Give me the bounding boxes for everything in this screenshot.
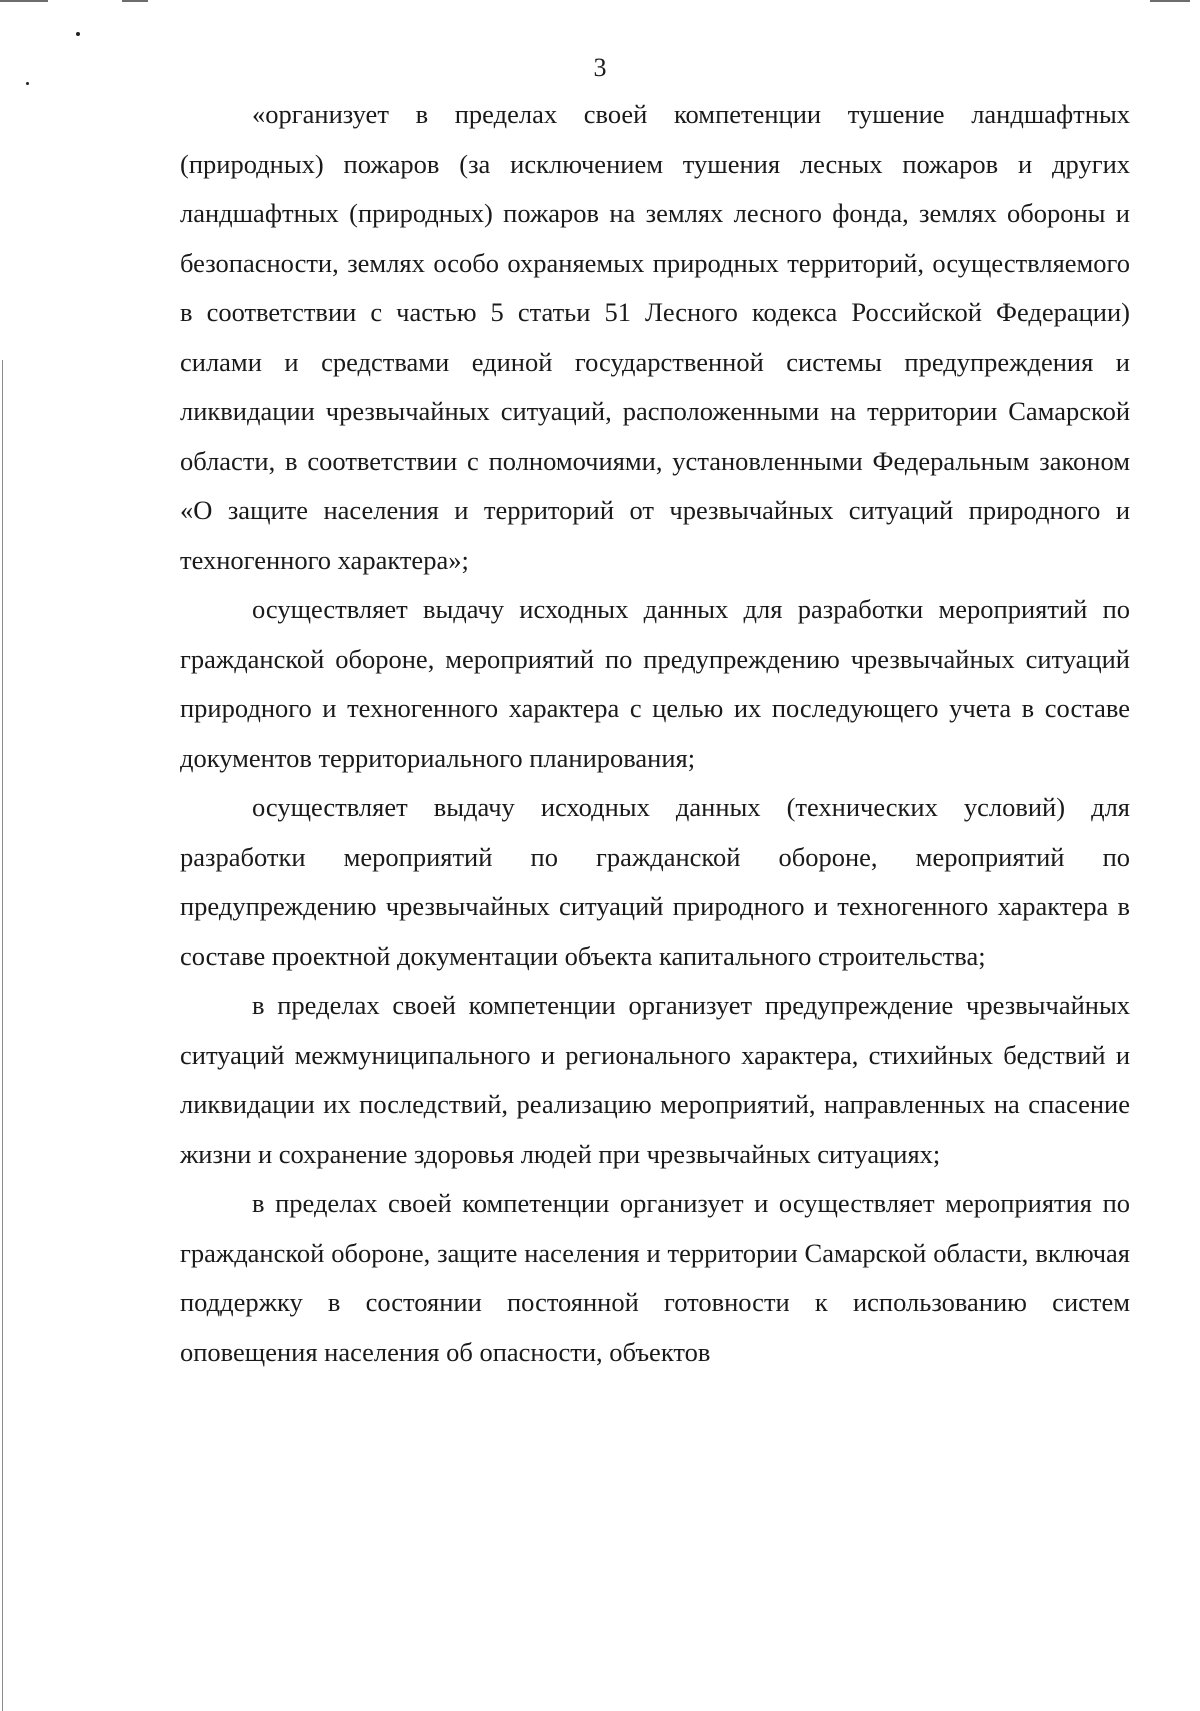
paragraph: осуществляет выдачу исходных данных (технических условий) для разработки мероприятий по гражданской обороне, мероприятий по предупреждению чрезвычайных ситуаций природного и техногенного характера в составе проектной документации объекта капитального строительства; [180, 792, 1130, 971]
scan-edge-top [1150, 0, 1190, 2]
scan-speck [76, 32, 80, 36]
paragraph: в пределах своей компетенции организует предупреждение чрезвычайных ситуаций межмуниципального и регионального характера, стихийных бедствий и ликвидации их последствий, реализацию мероприятий, направленных на спасение жизни и сохранение здоровья людей при чрезвычайных ситуациях; [180, 990, 1130, 1169]
page-number: 3 [593, 53, 607, 82]
paragraph: в пределах своей компетенции организует и осуществляет мероприятия по гражданской обороне, защите населения и территории Самарской области, включая поддержку в состоянии постоянной готовности к использованию систем оповещения населения об опасности, объектов [180, 1188, 1130, 1367]
scan-edge-top [122, 0, 148, 2]
document-body [180, 90, 1130, 1377]
paragraph: «организует в пределах своей компетенции тушение ландшафтных (природных) пожаров (за исключением тушения лесных пожаров и других ландшафтных (природных) пожаров на землях лесного фонда, землях обороны и безопасности, землях особо охраняемых природных территорий, осуществляемого в соответствии с частью 5 статьи 51 Лесного кодекса Российской Федерации) силами и средствами единой государственной системы предупреждения и ликвидации чрезвычайных ситуаций, расположенными на территории Самарской области, в соответствии с полномочиями, установленными Федеральным законом «О защите населения и территорий от чрезвычайных ситуаций природного и техногенного характера»; [180, 99, 1130, 575]
scan-edge-top [0, 0, 48, 2]
scan-edge-left [2, 360, 3, 1711]
paragraph: осуществляет выдачу исходных данных для разработки мероприятий по гражданской обороне, мероприятий по предупреждению чрезвычайных ситуаций природного и техногенного характера с целью их последующего учета в составе документов территориального планирования; [180, 594, 1130, 773]
